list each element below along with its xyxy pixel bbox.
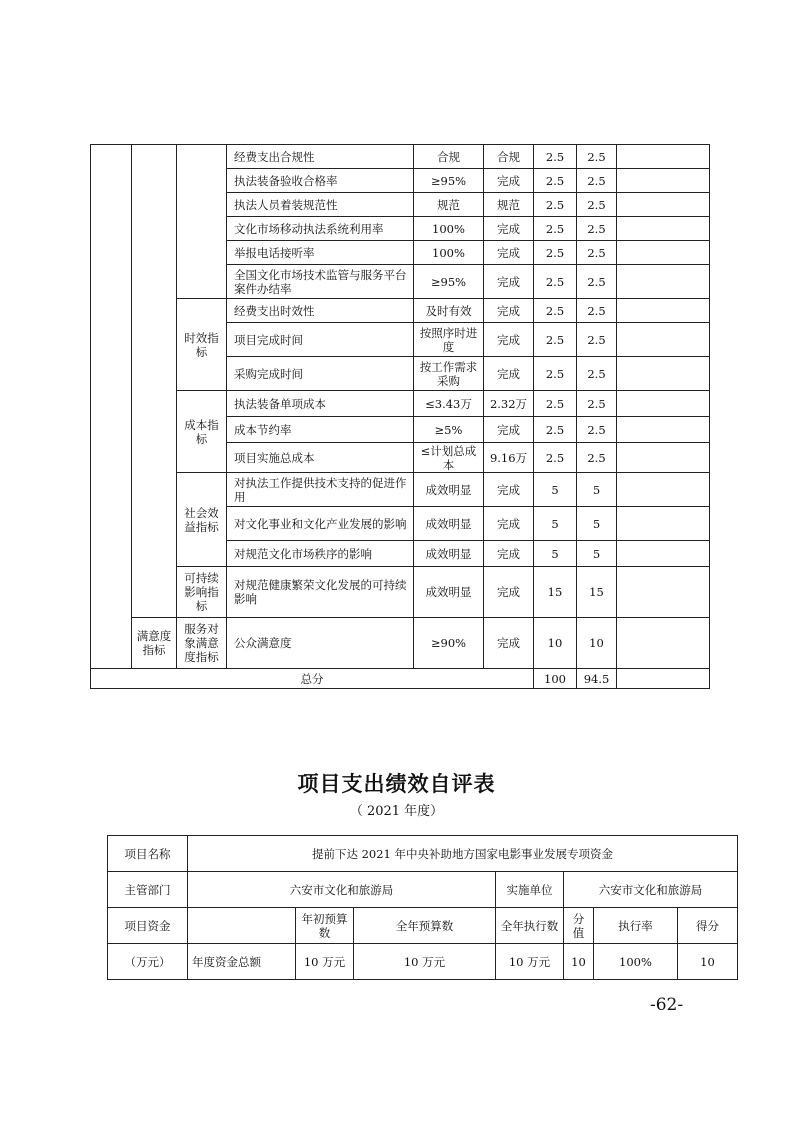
weight-value: 2.5	[534, 265, 577, 299]
performance-indicator-table	[90, 144, 710, 689]
target-value: ≥95%	[414, 169, 484, 193]
indicator-name: 项目完成时间	[227, 323, 414, 357]
table-row	[91, 145, 710, 169]
indicator-name: 对规范健康繁荣文化发展的可持续影响	[227, 567, 414, 618]
total-label: 总分	[91, 669, 534, 689]
actual-value: 完成	[484, 567, 534, 618]
weight-value: 2.5	[534, 357, 577, 391]
remark-cell	[617, 417, 710, 443]
actual-value: 完成	[484, 473, 534, 507]
rate-value: 100%	[594, 944, 678, 980]
target-value: 成效明显	[414, 541, 484, 567]
remark-cell	[617, 473, 710, 507]
weight-value: 2.5	[534, 323, 577, 357]
total-row	[91, 669, 710, 689]
score-value: 2.5	[577, 299, 617, 323]
indicator-name: 经费支出时效性	[227, 299, 414, 323]
weight-value: 10	[534, 618, 577, 669]
actual-value: 完成	[484, 417, 534, 443]
weight-value: 2.5	[534, 443, 577, 473]
actual-value: 完成	[484, 357, 534, 391]
unit-label: 实施单位	[496, 872, 564, 908]
header-exec: 全年执行数	[496, 908, 564, 944]
level3-indicator-cell: 可持续影响指标	[177, 567, 227, 618]
indicator-name: 成本节约率	[227, 417, 414, 443]
actual-value: 完成	[484, 618, 534, 669]
actual-value: 完成	[484, 299, 534, 323]
page-number: -62-	[650, 995, 684, 1015]
department-row	[108, 872, 738, 908]
target-value: 及时有效	[414, 299, 484, 323]
remark-cell	[617, 193, 710, 217]
document-title: 项目支出绩效自评表	[297, 772, 496, 796]
indicator-name: 执法装备单项成本	[227, 391, 414, 417]
weight-value: 2.5	[534, 299, 577, 323]
actual-value: 规范	[484, 193, 534, 217]
target-value: ≤3.43万	[414, 391, 484, 417]
weight-value: 5	[534, 541, 577, 567]
dept-value: 六安市文化和旅游局	[188, 872, 496, 908]
indicator-name: 采购完成时间	[227, 357, 414, 391]
score-value: 5	[577, 541, 617, 567]
header-points: 分值	[564, 908, 594, 944]
score-value: 2.5	[577, 145, 617, 169]
total-weight: 100	[534, 669, 577, 689]
indicator-name: 经费支出合规性	[227, 145, 414, 169]
score-value: 2.5	[577, 417, 617, 443]
remark-cell	[617, 299, 710, 323]
indicator-name: 全国文化市场技术监管与服务平台案件办结率	[227, 265, 414, 299]
target-value: 按工作需求采购	[414, 357, 484, 391]
actual-value: 9.16万	[484, 443, 534, 473]
points-value: 10	[564, 944, 594, 980]
score-value: 2.5	[577, 241, 617, 265]
header-score: 得分	[678, 908, 738, 944]
score-value: 2.5	[577, 265, 617, 299]
score-value: 2.5	[577, 323, 617, 357]
target-value: 按照序时进度	[414, 323, 484, 357]
level3-indicator-cell: 成本指标	[177, 391, 227, 473]
funds-empty-cell	[188, 908, 296, 944]
target-value: 成效明显	[414, 473, 484, 507]
total-score: 94.5	[577, 669, 617, 689]
score-value: 2.5	[577, 169, 617, 193]
level3-indicator-cell: 社会效益指标	[177, 473, 227, 567]
indicator-name: 对规范文化市场秩序的影响	[227, 541, 414, 567]
total-label: 年度资金总额	[188, 944, 296, 980]
target-value: 100%	[414, 217, 484, 241]
target-value: 成效明显	[414, 507, 484, 541]
table-row	[91, 567, 710, 618]
table-row	[91, 473, 710, 507]
table-row	[91, 391, 710, 417]
remark-cell	[617, 443, 710, 473]
weight-value: 2.5	[534, 241, 577, 265]
target-value: ≤计划总成本	[414, 443, 484, 473]
remark-cell	[617, 391, 710, 417]
actual-value: 完成	[484, 541, 534, 567]
score-value: 5	[577, 473, 617, 507]
weight-value: 5	[534, 507, 577, 541]
remark-cell	[617, 265, 710, 299]
score-value: 10	[678, 944, 738, 980]
dept-label: 主管部门	[108, 872, 188, 908]
weight-value: 2.5	[534, 417, 577, 443]
weight-value: 2.5	[534, 145, 577, 169]
target-value: 100%	[414, 241, 484, 265]
header-rate: 执行率	[594, 908, 678, 944]
remark-cell	[617, 357, 710, 391]
initial-value: 10 万元	[296, 944, 354, 980]
level3-indicator-cell: 服务对象满意度指标	[177, 618, 227, 669]
project-name-label: 项目名称	[108, 836, 188, 872]
score-value: 5	[577, 507, 617, 541]
actual-value: 完成	[484, 241, 534, 265]
header-initial: 年初预算数	[296, 908, 354, 944]
remark-cell	[617, 507, 710, 541]
project-summary-table	[107, 835, 738, 980]
actual-value: 完成	[484, 323, 534, 357]
indicator-name: 举报电话接听率	[227, 241, 414, 265]
exec-value: 10 万元	[496, 944, 564, 980]
table-row	[91, 618, 710, 669]
target-value: ≥5%	[414, 417, 484, 443]
funds-label: 项目资金	[108, 908, 188, 944]
project-name-row	[108, 836, 738, 872]
weight-value: 5	[534, 473, 577, 507]
target-value: 成效明显	[414, 567, 484, 618]
actual-value: 2.32万	[484, 391, 534, 417]
remark-cell	[617, 618, 710, 669]
weight-value: 2.5	[534, 391, 577, 417]
annual-value: 10 万元	[354, 944, 496, 980]
actual-value: 完成	[484, 217, 534, 241]
actual-value: 完成	[484, 507, 534, 541]
target-value: ≥95%	[414, 265, 484, 299]
remark-cell	[617, 145, 710, 169]
actual-value: 完成	[484, 169, 534, 193]
indicator-name: 公众满意度	[227, 618, 414, 669]
remark-cell	[617, 567, 710, 618]
indicator-name: 项目实施总成本	[227, 443, 414, 473]
table-row	[91, 299, 710, 323]
score-value: 2.5	[577, 443, 617, 473]
weight-value: 2.5	[534, 217, 577, 241]
header-annual: 全年预算数	[354, 908, 496, 944]
weight-value: 15	[534, 567, 577, 618]
level2-indicator-cell	[132, 145, 177, 618]
score-value: 2.5	[577, 357, 617, 391]
unit-value: 六安市文化和旅游局	[564, 872, 738, 908]
indicator-name: 对执法工作提供技术支持的促进作用	[227, 473, 414, 507]
remark-cell	[617, 241, 710, 265]
indicator-name: 文化市场移动执法系统利用率	[227, 217, 414, 241]
score-value: 2.5	[577, 391, 617, 417]
weight-value: 2.5	[534, 193, 577, 217]
target-value: 规范	[414, 193, 484, 217]
weight-value: 2.5	[534, 169, 577, 193]
funds-header-row	[108, 908, 738, 944]
remark-cell	[617, 541, 710, 567]
target-value: ≥90%	[414, 618, 484, 669]
actual-value: 合规	[484, 145, 534, 169]
indicator-name: 对文化事业和文化产业发展的影响	[227, 507, 414, 541]
actual-value: 完成	[484, 265, 534, 299]
level3-indicator-cell	[177, 145, 227, 299]
level1-cell	[91, 145, 132, 669]
target-value: 合规	[414, 145, 484, 169]
score-value: 15	[577, 567, 617, 618]
score-value: 2.5	[577, 193, 617, 217]
level2-indicator-cell: 满意度指标	[132, 618, 177, 669]
indicator-name: 执法装备验收合格率	[227, 169, 414, 193]
score-value: 10	[577, 618, 617, 669]
project-name: 提前下达 2021 年中央补助地方国家电影事业发展专项资金	[188, 836, 738, 872]
score-value: 2.5	[577, 217, 617, 241]
level3-indicator-cell: 时效指标	[177, 299, 227, 391]
document-year: （ 2021 年度）	[349, 804, 444, 819]
remark-cell	[617, 323, 710, 357]
remark-cell	[617, 169, 710, 193]
remark-cell	[617, 217, 710, 241]
indicator-name: 执法人员着装规范性	[227, 193, 414, 217]
total-remark	[617, 669, 710, 689]
funds-total-row	[108, 944, 738, 980]
funds-unit: （万元）	[108, 944, 188, 980]
